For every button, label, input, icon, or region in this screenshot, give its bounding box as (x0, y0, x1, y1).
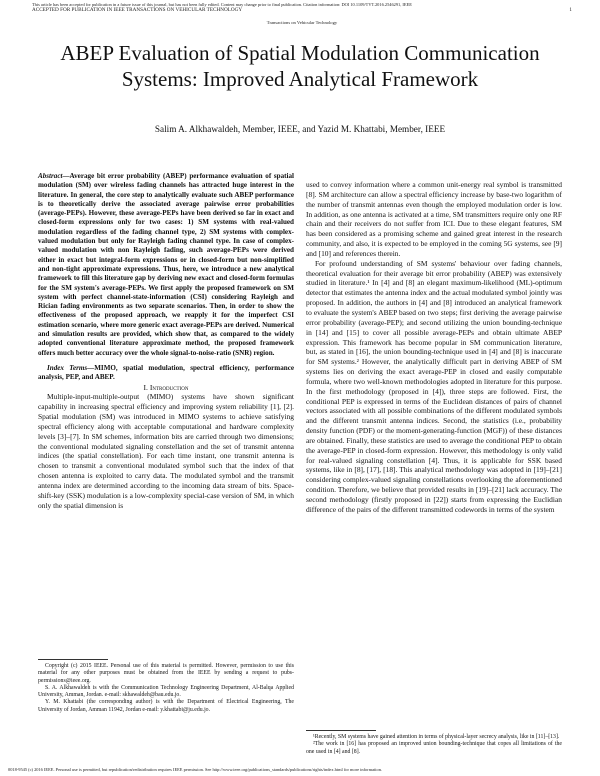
journal-name: ACCEPTED FOR PUBLICATION IN IEEE TRANSACTIONS ON VEHICULAR TECHNOLOGY (32, 7, 243, 13)
section-heading: I. Introduction (143, 382, 189, 392)
left-footnotes (38, 659, 294, 714)
abstract-text: —Average bit error probability (ABEP) performance evaluation of spatial modulation (SM) over wireless fading channels has attracted huge interest in the literature. In general, the core step to analytically evaluate such ABEP performance is to theoretically derive the associated average pairwise error probabilities (average-PEPs). However, these average-PEPs have been derived so far in exact and closed-form expressions only for two cases: 1) SM systems with real-valued modulation regardless of the fading channel type, 2) SM systems with complex-valued modulation but only for Rayleigh fading channel type. In case of complex-valued modulation with non Rayleigh fading, such average-PEPs were derived either in exact but integral-form expressions or in closed-form but non-simplified and non-tight approximate expressions. Thus, here, we introduce a new analytical framework to fill this literature gap by deriving new exact and closed-form formulas for the SM system's average-PEPs. We first apply the proposed framework on SM system with perfect channel-state-information (CSI) considering Rayleigh and Rician fading environments as two separate scenarios. Then, in order to show the effectiveness of the proposed approach, we reapply it for the imperfect CSI estimation scenario, where more generic exact average-PEPs are derived. Numerical and simulation results are provided, which show that, as compared to the widely adopted conventional literature approximate method, the proposed framework offers much better accuracy over the whole signal-to-noise-ratio (SNR) region. (38, 172, 294, 357)
index-terms-label: Index Terms (47, 363, 88, 372)
index-terms-text: —MIMO, spatial modulation, spectral efficiency, performance analysis, PEP, and ABEP. (38, 363, 294, 382)
abstract (38, 172, 294, 358)
footnote-rule (306, 730, 376, 731)
page-number: 1 (569, 7, 572, 13)
footnote: ²The work in [16] has proposed an improved union bounding-technique that copes all limitations of the one used in [4] and [8]. (306, 741, 562, 755)
abstract-label: Abstract (38, 172, 63, 180)
footnote: Y. M. Khattabi (the corresponding author) is with the Department of Electrical Engineering, The University of Jordan, Amman 11942, Jordan e-mail: y.khattabi@ju.edu.jo. (38, 699, 294, 713)
left-column (38, 172, 294, 511)
paper-authors: Salim A. Alkhawaldeh, Member, IEEE, and Yazid M. Khattabi, Member, IEEE (154, 124, 446, 134)
footnote: S. A. Alkhawaldeh is with the Communication Technology Engineering Department, Al-Balqa Applied University, Amman, Jordan. e-mail: skhawaldeh@bau.edu.jo. (38, 684, 294, 699)
footnote-rule (38, 659, 108, 660)
footnote: Copyright (c) 2015 IEEE. Personal use of this material is permitted. However, permission to use this material for any other purposes must be obtained from the IEEE by sending a request to pubs-permissions@ieee.org. (38, 663, 294, 684)
right-column (306, 180, 562, 515)
paragraph: Multiple-input-multiple-output (MIMO) systems have shown significant capability in increasing spectral efficiency and improving system reliability [1], [2]. Spatial modulation (SM) was introduced in MIMO systems to achieve satisfying spectral efficiency along with acceptable computational and hardware complexity levels [3]–[7]. In SM schemes, information bits are carried through two dimensions; the conventional modulated signaling constellation and the set of transmit antenna indices (the spatial constellation). For each time instant, one transmit antenna is chosen to transmit a conventional modulated symbol such that the index of that chosen antenna is exploited to carry data. The modulated symbol and the transmit antenna index are determined according to the incoming data stream of bits. Space-shift-key (SSK) modulation is a low-complexity special-case version of SM, in which only the spatial dimension is (38, 392, 294, 510)
journal-sub: Transactions on Vehicular Technology (266, 20, 338, 25)
paper-title: ABEP Evaluation of Spatial Modulation Communication Systems: Improved Analytical Framework (60, 41, 540, 91)
paragraph: used to convey information where a common unit-energy real symbol is transmitted [8]. SM architecture can allow a spectral efficiency increase by base-two logarithm of the number of transmit antennas even though the employed modulation order is low. In addition, as one antenna is activated at a time, SM transmitters require only one RF chain and their receivers do not suffer from ICI. Due to these elegant features, SM has been considered as a promising scheme and gained great interest in the research community, and also, it is expected to be employed in the coming 5G systems, see [9] and [10] and references therein. (306, 180, 562, 258)
footnote: ¹Recently, SM systems have gained attention in terms of physical-layer secrecy analysis, like in [11]–[13]. (313, 734, 560, 740)
paragraph: For profound understanding of SM systems' behaviour over fading channels, theoretical evaluation for their average bit error probability (ABEP) was extensively studied in literature.¹ In [4] and [8] an elegant maximum-likelihood (ML)-optimum detector that estimates the antenna index and the actual modulated symbol jointly was proposed. In addition, the authors in [4] and [8] introduced an analytical framework to evaluate the system's ABEP based on two steps; first deriving the average pairwise error probability (average-PEP); and second utilizing the union bounding-technique in [14] and [15] to cover all possible average-PEPs and obtain ultimate ABEP expression. This framework has become popular in SM communication literature, but, as stated in [16], the union bounding-technique used in [4] and [8] is inaccurate for SM systems.² However, the analytically difficult part in deriving ABEP of SM systems lies on deriving the exact average-PEP in closed and easily computable formula, where two well-known methodologies adopted in literature for this purpose. In the first methodology (proposed in [4]), three steps are followed. First, the conditional PEP is expressed in terms of the Euclidean distances of pairs of channel vectors associated with all possible combinations of the different modulated symbols and the different transmit antenna indices. Second, the statistics (i.e., probability density function (PDF) or the moment-generating-function (MGF)) of these distances are obtained. Finally, these statistics are used to average the conditional PEP to obtain the average-PEP in closed-form expression. However, this methodology is only valid for real-valued signaling constellation [4]. Thus, it is applicable for SSK based systems, like in [8], [17], [18]. This analytical methodology was adopted in [19]–[21] considering complex-valued signaling constellations overlooking the aforementioned condition. Therefore, we believe that provided results in [19]–[21] lack accuracy. The second methodology (firstly proposed in [22]) starts from expressing the Euclidian difference of the pairs of the different transmitted codewords in terms of the system (306, 258, 562, 514)
copyright-footer: 0018-9545 (c) 2016 IEEE. Personal use is permitted, but republication/redistribution requires IEEE permission. See http://www.ieee.org/publications_standards/publications/rights/index.html for more information. (8, 767, 382, 772)
publication-notice: This article has been accepted for publication in a future issue of this journal, but has not been fully edited. Content may change prior to final publication. Citation information: DOI 10.1109/TVT.2016.2546291, IEEE (32, 2, 412, 7)
right-footnotes (306, 730, 562, 756)
index-terms (38, 364, 294, 383)
